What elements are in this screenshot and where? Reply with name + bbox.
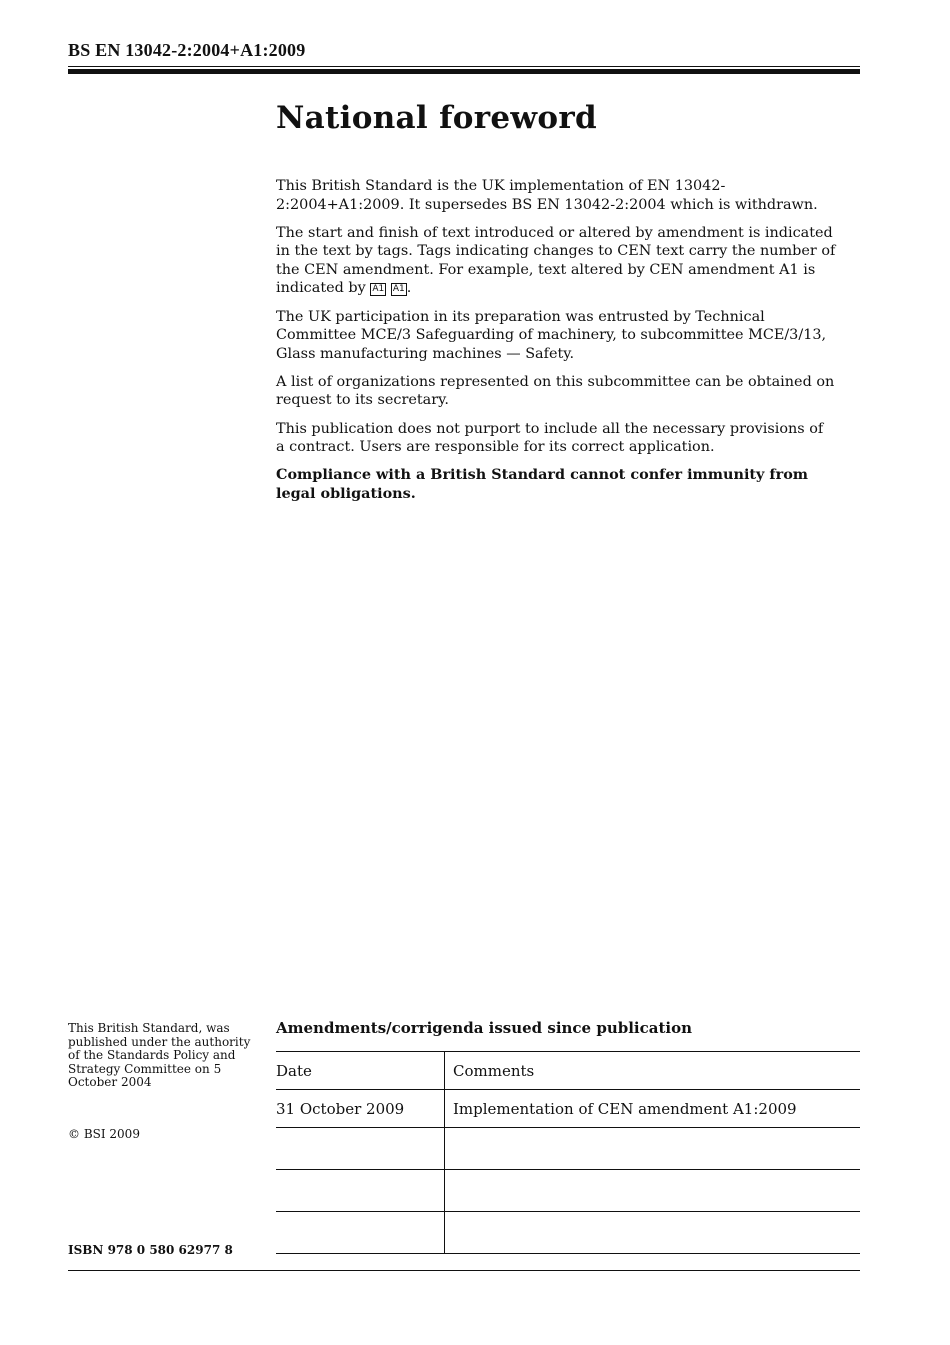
- foreword-body: [276, 177, 836, 513]
- amendment-comment: [445, 1212, 861, 1254]
- footer-rule: [68, 1270, 860, 1271]
- header-rule-thick: [68, 69, 860, 74]
- publication-note: This British Standard, was published under the authority of the Standards Policy and Strategy Committee on 5 October 2004: [68, 1021, 251, 1090]
- table-row: [276, 1170, 860, 1212]
- amendment-end-tag-icon: A1: [392, 284, 405, 295]
- paragraph-amendment-text: The start and finish of text introduced or altered by amendment is indicated in the text by tags. Tags indicating changes to CEN text carry the number of the CEN amendment. For example, text altered by CEN amendment A1 is indicated by: [276, 224, 836, 297]
- amendment-comment: Implementation of CEN amendment A1:2009: [445, 1090, 861, 1128]
- paragraph-implementation: This British Standard is the UK implementation of EN 13042-2:2004+A1:2009. It supersedes BS EN 13042-2:2004 which is withdrawn.: [276, 178, 818, 213]
- amendment-comment: [445, 1128, 861, 1170]
- table-row: [276, 1212, 860, 1254]
- amendments-title: Amendments/corrigenda issued since publication: [276, 1019, 692, 1037]
- paragraph-disclaimer: This publication does not purport to include all the necessary provisions of a contract. Users are responsible for its correct application.: [276, 420, 824, 456]
- page-title: National foreword: [276, 100, 597, 136]
- amendment-comment: [445, 1170, 861, 1212]
- table-row: [276, 1128, 860, 1170]
- column-header-date: Date: [276, 1052, 445, 1090]
- paragraph-compliance: Compliance with a British Standard cannot confer immunity from legal obligations.: [276, 466, 809, 502]
- paragraph-organizations: A list of organizations represented on this subcommittee can be obtained on request to its secretary.: [276, 373, 835, 409]
- table-row: [276, 1090, 860, 1128]
- amendment-date: [276, 1212, 445, 1254]
- table-header-row: [276, 1052, 860, 1090]
- isbn: ISBN 978 0 580 62977 8: [68, 1243, 233, 1257]
- copyright: © BSI 2009: [68, 1127, 140, 1141]
- header-rule-thin: [68, 66, 860, 67]
- paragraph-amendment-end: .: [406, 280, 412, 297]
- amendments-table: [276, 1051, 860, 1254]
- document-code: BS EN 13042-2:2004+A1:2009: [68, 40, 306, 60]
- amendment-date: [276, 1170, 445, 1212]
- amendment-start-tag-icon: A1: [372, 284, 385, 295]
- paragraph-committee: The UK participation in its preparation was entrusted by Technical Committee MCE/3 Safeguarding of machinery, to subcommittee MCE/3/13, Glass manufacturing machines — Safety.: [276, 308, 827, 362]
- column-header-comments: Comments: [445, 1052, 861, 1090]
- amendment-date: 31 October 2009: [276, 1090, 445, 1128]
- amendment-date: [276, 1128, 445, 1170]
- paragraph-amendment-tags: [276, 224, 836, 298]
